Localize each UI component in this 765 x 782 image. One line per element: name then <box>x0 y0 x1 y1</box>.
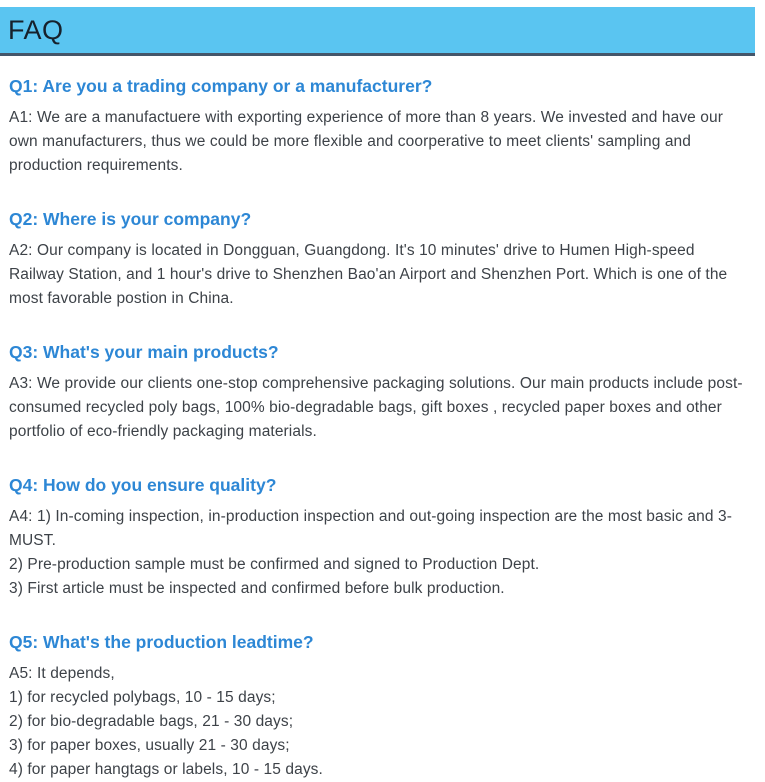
faq-item-3 <box>9 341 750 444</box>
faq-section-header-bar <box>0 7 755 56</box>
faq-question-5: Q5: What's the production leadtime? <box>9 632 314 652</box>
faq-answer-1-line-1: A1: We are a manufactuere with exporting experience of more than 8 years. We invested and have our own manufacturers, thus we could be more flexible and coorperative to meet clients' sampling and production requirements. <box>9 109 724 174</box>
faq-question-3: Q3: What's your main products? <box>9 342 279 362</box>
faq-answer-5-line-1: A5: It depends, <box>9 665 115 682</box>
faq-answer-5-line-2: 1) for recycled polybags, 10 - 15 days; <box>9 689 276 706</box>
faq-answer-4-line-1: A4: 1) In-coming inspection, in-production inspection and out-going inspection are the most basic and 3-MUST. <box>9 508 732 549</box>
faq-title: FAQ <box>8 15 64 45</box>
faq-question-4: Q4: How do you ensure quality? <box>9 475 277 495</box>
faq-question-1: Q1: Are you a trading company or a manufacturer? <box>9 76 433 96</box>
faq-page <box>0 7 765 778</box>
faq-question-2: Q2: Where is your company? <box>9 209 252 229</box>
faq-item-4 <box>9 474 750 601</box>
faq-answer-4-line-3: 3) First article must be inspected and confirmed before bulk production. <box>9 580 505 597</box>
faq-answer-5-line-4: 3) for paper boxes, usually 21 - 30 days; <box>9 737 290 754</box>
faq-answer-4-line-2: 2) Pre-production sample must be confirmed and signed to Production Dept. <box>9 556 540 573</box>
faq-content <box>0 75 765 782</box>
faq-item-5 <box>9 631 750 782</box>
faq-item-2 <box>9 208 750 311</box>
faq-answer-5-line-5: 4) for paper hangtags or labels, 10 - 15 days. <box>9 761 323 778</box>
faq-answer-3-line-1: A3: We provide our clients one-stop comprehensive packaging solutions. Our main products include post-consumed recycled poly bags, 100% bio-degradable bags, gift boxes , recycled paper boxes and other portfolio of eco-friendly packaging materials. <box>9 375 743 440</box>
faq-item-1 <box>9 75 750 178</box>
faq-answer-5-line-3: 2) for bio-degradable bags, 21 - 30 days; <box>9 713 294 730</box>
faq-answer-2-line-1: A2: Our company is located in Dongguan, Guangdong. It's 10 minutes' drive to Humen High-speed Railway Station, and 1 hour's drive to Shenzhen Bao'an Airport and Shenzhen Port. Which is one of the most favorable postion in China. <box>9 242 728 307</box>
